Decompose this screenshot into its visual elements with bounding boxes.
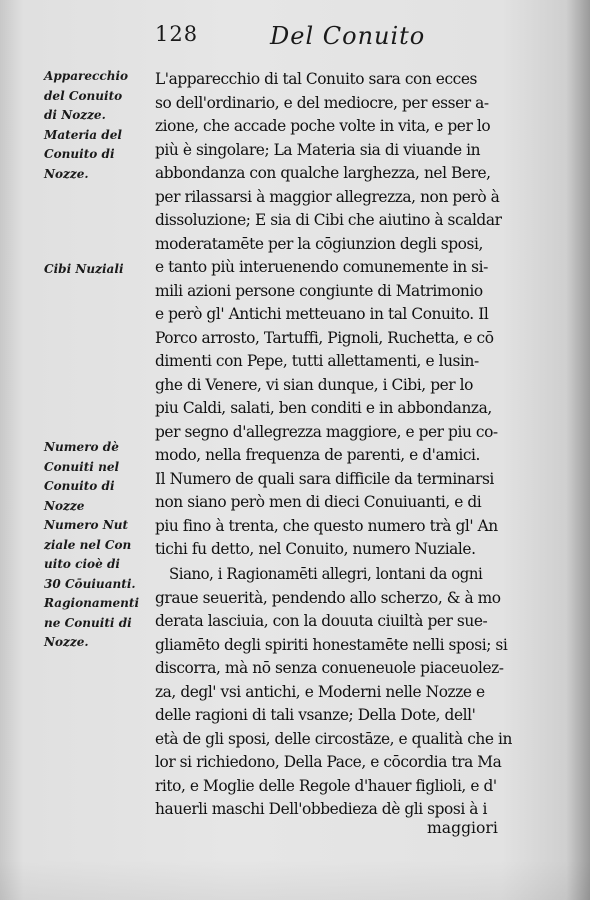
- body-line: derata lasciuia, con la douuta ciuiltà per sue-: [155, 612, 488, 630]
- body-line: L'apparecchio di tal Conuito sara con ecces: [155, 70, 477, 88]
- margin-note-line: Ragionamenti: [44, 595, 140, 610]
- body-line: gliamēto degli spiriti honestamēte nelli sposi; si: [155, 635, 508, 654]
- body-line: so dell'ordinario, e del mediocre, per esser a-: [155, 93, 489, 112]
- margin-note-cibi: [44, 259, 156, 279]
- margin-note-line: ne Conuiti di: [44, 614, 132, 630]
- margin-note-line: Numero dè: [44, 439, 119, 454]
- body-line: dissoluzione; E sia di Cibi che aiutino à scaldar: [155, 211, 502, 229]
- margin-note-line: Materia del: [44, 126, 122, 142]
- body-line: dimenti con Pepe, tutti allettamenti, e lusin-: [155, 352, 479, 370]
- body-line: per segno d'allegrezza maggiore, e per piu co-: [155, 422, 498, 441]
- margin-note-line: Nozze: [44, 497, 85, 513]
- body-line: non siano però men di dieci Conuiuanti, e di: [155, 493, 482, 511]
- margin-note-line: di Nozze.: [44, 107, 106, 122]
- margin-note-line: Nozze.: [44, 165, 89, 181]
- body-line: Porco arrosto, Tartuffi, Pignoli, Ruchetta, e cō: [155, 328, 494, 347]
- margin-note-line: Numero Nut: [44, 517, 129, 532]
- margin-note-line: 30 Cōuiuanti.: [44, 575, 136, 591]
- body-line: e però gl' Antichi metteuano in tal Conuito. Il: [155, 305, 489, 323]
- margin-note-line: Apparecchio: [44, 68, 129, 83]
- margin-note-line: Cibi Nuziali: [44, 261, 124, 276]
- body-line: età de gli sposi, delle circostāze, e qualità che in: [155, 729, 512, 748]
- body-line: graue seuerità, pendendo allo scherzo, & à mo: [155, 588, 501, 607]
- margin-note-line: Nozze.: [44, 634, 89, 649]
- body-line: Il Numero de quali sara difficile da terminarsi: [155, 469, 494, 488]
- body-line: lor si richiedono, Della Pace, e cōcordia tra Ma: [155, 753, 502, 771]
- body-line: per rilassarsi à maggior allegrezza, non però à: [155, 187, 500, 206]
- body-line: mili azioni persone congiunte di Matrimonio: [155, 281, 483, 300]
- body-line: moderatamēte per la cōgiunzion degli sposi,: [155, 234, 483, 253]
- body-line: più è singolare; La Materia sia di viuande in: [155, 140, 481, 159]
- body-line: rito, e Moglie delle Regole d'hauer figlioli, e d': [155, 776, 497, 795]
- body-line: delle ragioni di tali vsanze; Della Dote, dell': [155, 706, 476, 724]
- body-line: e tanto più interuenendo comunemente in si-: [155, 258, 488, 276]
- margin-note-line: ziale nel Con: [44, 536, 132, 552]
- body-line: abbondanza con qualche larghezza, nel Bere,: [155, 164, 491, 182]
- body-line: piu Caldi, salati, ben conditi e in abbondanza,: [155, 399, 492, 417]
- page-number: 128: [155, 22, 199, 46]
- body-line: hauerli maschi Dell'obbedieza dè gli sposi à i: [155, 800, 487, 818]
- body-line: za, degl' vsi antichi, e Moderni nelle Nozze e: [155, 682, 485, 701]
- margin-note-line: Conuito di: [44, 478, 115, 493]
- body-line: piu fino à trenta, che questo numero trà gl' An: [155, 516, 498, 535]
- running-title: Del Conuito: [270, 22, 426, 50]
- margin-note-line: Conuito di: [44, 146, 115, 161]
- margin-note-apparecchio: [44, 66, 156, 183]
- body-line: ghe di Venere, vi sian dunque, i Cibi, per lo: [155, 375, 473, 394]
- body-line: tichi fu detto, nel Conuito, numero Nuziale.: [155, 540, 476, 558]
- body-line: modo, nella frequenza de parenti, e d'amici.: [155, 446, 480, 464]
- catchword: maggiori: [427, 819, 498, 837]
- page-bottom-shadow: [0, 860, 590, 900]
- margin-note-line: uito cioè di: [44, 556, 120, 571]
- page-header: [0, 22, 590, 52]
- body-line: zione, che accade poche volte in vita, e per lo: [155, 117, 491, 135]
- margin-note-numero: [44, 437, 156, 652]
- margin-note-line: del Conuito: [44, 87, 123, 103]
- body-line: discorra, mà nō senza conueneuole piaceuolez-: [155, 659, 504, 677]
- margin-note-line: Conuiti nel: [44, 458, 120, 474]
- body-line: Siano, i Ragionamēti allegri, lontani da ogni: [169, 565, 483, 583]
